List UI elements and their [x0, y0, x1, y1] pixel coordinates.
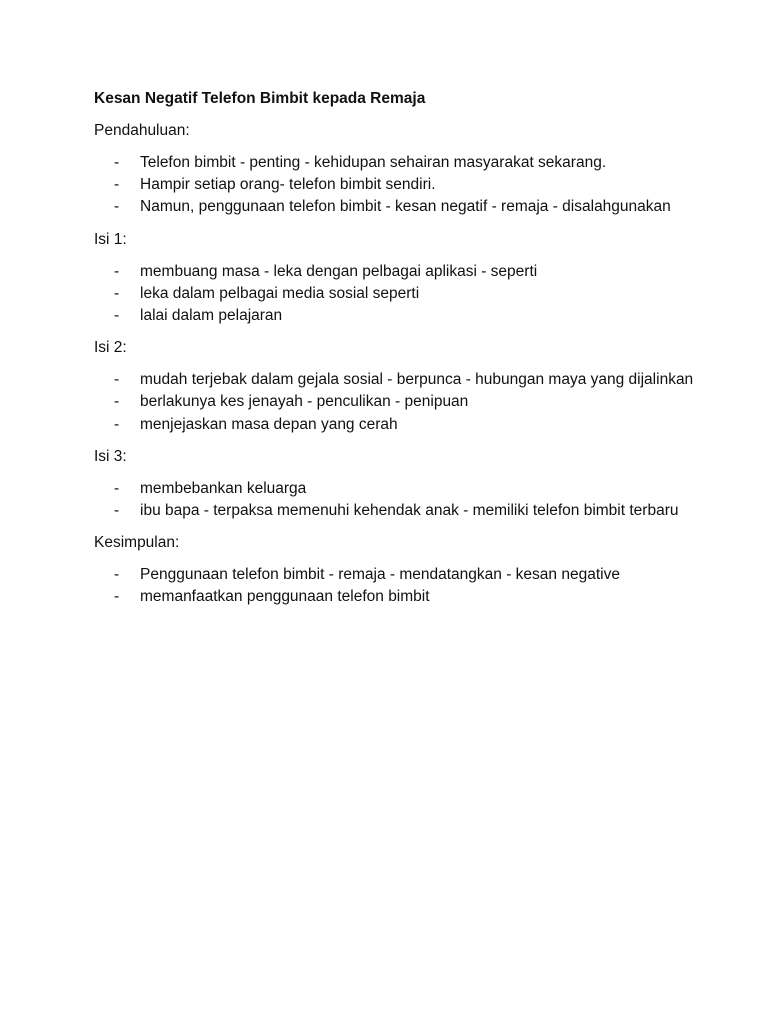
document-title: Kesan Negatif Telefon Bimbit kepada Remaja: [94, 90, 426, 107]
dash-bullet-icon: -: [114, 588, 120, 606]
section-heading: Isi 1:: [94, 230, 127, 248]
list-item: [94, 414, 694, 436]
list-item: [94, 478, 694, 500]
dash-bullet-icon: -: [114, 284, 120, 302]
bullet-list: [94, 369, 694, 436]
dash-bullet-icon: -: [114, 307, 120, 325]
section-heading: Isi 2:: [94, 339, 127, 357]
list-item-text: Penggunaan telefon bimbit - remaja - mendatangkan - kesan negative: [140, 566, 620, 584]
list-item-text: Hampir setiap orang- telefon bimbit sendiri.: [140, 176, 436, 194]
list-item-text: leka dalam pelbagai media sosial seperti: [140, 284, 420, 302]
bullet-list: [94, 261, 694, 328]
list-item-text: membuang masa - leka dengan pelbagai aplikasi - seperti: [140, 262, 538, 280]
list-item: [94, 152, 694, 174]
list-item-text: memanfaatkan penggunaan telefon bimbit: [140, 588, 430, 606]
sections-container: [94, 120, 694, 609]
dash-bullet-icon: -: [114, 566, 120, 584]
list-item-text: Namun, penggunaan telefon bimbit - kesan negatif - remaja - disalahgunakan: [140, 198, 671, 216]
section-heading: Kesimpulan:: [94, 534, 180, 552]
list-item-text: menjejaskan masa depan yang cerah: [140, 415, 398, 433]
list-item: [94, 174, 694, 196]
list-item: [94, 196, 694, 218]
section-heading: Pendahuluan:: [94, 122, 190, 139]
bullet-list: [94, 478, 694, 522]
list-item-text: Telefon bimbit - penting - kehidupan sehairan masyarakat sekarang.: [140, 154, 607, 171]
dash-bullet-icon: -: [114, 415, 120, 433]
dash-bullet-icon: -: [114, 371, 120, 389]
list-item: [94, 261, 694, 283]
dash-bullet-icon: -: [114, 154, 120, 171]
list-item: [94, 586, 694, 608]
list-item-text: membebankan keluarga: [140, 479, 307, 497]
list-item-text: ibu bapa - terpaksa memenuhi kehendak anak - memiliki telefon bimbit terbaru: [140, 502, 679, 520]
list-item: [94, 500, 694, 522]
list-item: [94, 564, 694, 586]
list-item-text: mudah terjebak dalam gejala sosial - berpunca - hubungan maya yang dijalinkan: [140, 371, 694, 389]
bullet-list: [94, 564, 694, 608]
dash-bullet-icon: -: [114, 502, 120, 520]
document-content: [94, 88, 694, 619]
section-heading: Isi 3:: [94, 447, 127, 465]
dash-bullet-icon: -: [114, 262, 120, 280]
list-item-text: berlakunya kes jenayah - penculikan - penipuan: [140, 393, 469, 411]
dash-bullet-icon: -: [114, 479, 120, 497]
list-item: [94, 283, 694, 305]
list-item: [94, 369, 694, 391]
list-item: [94, 305, 694, 327]
dash-bullet-icon: -: [114, 198, 120, 216]
list-item: [94, 391, 694, 413]
dash-bullet-icon: -: [114, 176, 120, 194]
list-item-text: lalai dalam pelajaran: [140, 307, 283, 325]
dash-bullet-icon: -: [114, 393, 120, 411]
bullet-list: [94, 152, 694, 219]
